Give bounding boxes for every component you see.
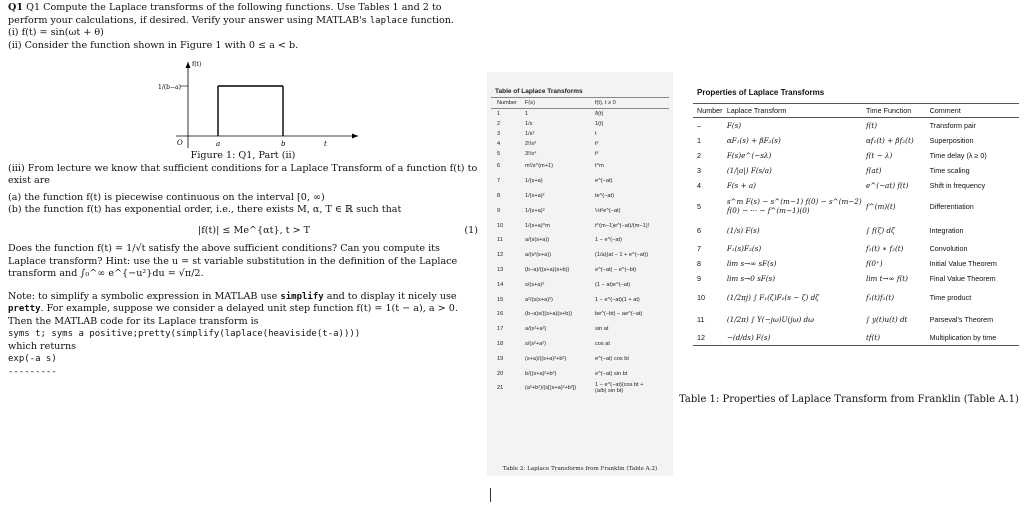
t2-function: t (595, 131, 597, 137)
table-row (491, 292, 669, 307)
t2-function: be^(−bt) − ae^(−at) (595, 311, 643, 318)
t2-number: 10 (497, 222, 504, 229)
item-i: (i) f(t) = sin(ωt + θ) (8, 27, 104, 38)
note-mid: and to display it nicely use (323, 290, 457, 302)
t1-time-function: αf₁(t) + βf₂(t) (865, 136, 914, 145)
t2-number: 2 (497, 121, 501, 127)
note-start: Note: to simplify a symbolic expression in MATLAB use (8, 290, 281, 302)
table-row (491, 277, 669, 292)
table-row (491, 322, 669, 337)
table-row (491, 119, 669, 129)
result-dashes: --------- (8, 366, 57, 377)
table-row (693, 286, 1019, 308)
t2-number: 16 (497, 311, 504, 318)
t2-function: e^(−at) cos bt (595, 355, 629, 362)
t1-number: 4 (697, 181, 701, 190)
table-1-title: Properties of Laplace Transforms (697, 88, 825, 97)
t2-header-f: f(t), t ≥ 0 (595, 100, 616, 106)
t2-function: e^(−at) (595, 178, 613, 185)
table-row (491, 159, 669, 174)
table-row (491, 174, 669, 189)
table-row (693, 118, 1019, 133)
t2-transform: 1/(s+a)² (525, 192, 545, 199)
t2-function: t³ (595, 151, 599, 157)
level-label: 1/(b−a) (158, 84, 181, 91)
t2-number: 9 (497, 207, 501, 214)
t1-number: 9 (697, 274, 701, 283)
table-row (693, 163, 1019, 178)
t2-function: t^m (595, 163, 604, 170)
t2-transform: a/(s(s+a)) (525, 237, 550, 244)
t2-transform: 2!/s³ (525, 141, 536, 147)
t2-header-F: F(s) (525, 100, 535, 106)
t2-number: 18 (497, 340, 504, 347)
t1-transform: (1/s) F(s) (726, 225, 760, 235)
t1-comment: Integration (929, 225, 964, 235)
t2-transform: 1/s² (525, 131, 535, 137)
t1-transform: (1/|a|) F(s/a) (726, 166, 772, 175)
t1-transform: F(s)e^(−sλ) (726, 151, 772, 160)
t2-function: 1(t) (595, 121, 604, 127)
matlab-result: exp(-a s) (8, 354, 57, 364)
condition-b: (b) the function f(t) has exponential order, i.e., there exists M, α, T ∈ ℝ such that (8, 204, 402, 215)
t2-number: 4 (497, 141, 501, 147)
t1-number: 3 (697, 166, 701, 175)
t2-transform: 1/(s+a)^m (525, 222, 550, 229)
t1-transform: (1/2π) ∫ Y(−jω)U(jω) dω (726, 314, 814, 324)
table-row (491, 351, 669, 366)
t2-transform: a²/(s(s+a)²) (525, 296, 553, 303)
table-row (693, 178, 1019, 193)
origin-label: O (177, 139, 183, 147)
t1-number: 2 (697, 151, 701, 160)
table-row (491, 248, 669, 263)
laplace-code: laplace (369, 15, 408, 26)
t1-comment: Time scaling (929, 166, 970, 175)
t1-comment: Convolution (929, 244, 968, 253)
t2-function: (1/a)(at − 1 + e^(−at)) (595, 252, 649, 259)
t1-time-function: e^(−at) f(t) (865, 181, 909, 190)
table-2-caption: Table 2: Laplace Transforms from Franklin (Table A.2) (502, 466, 658, 472)
matlab-note (8, 291, 478, 329)
t2-number: 5 (497, 151, 501, 157)
b-label: b (281, 140, 286, 148)
t2-function: cos at (595, 340, 610, 347)
matlab-code: syms t; syms a positive;pretty(simplify(laplace(heaviside(t-a)))) (8, 329, 361, 339)
table-row (491, 381, 669, 396)
t1-comment: Superposition (929, 136, 974, 145)
t1-time-function: ∫ y(t)u(t) dt (865, 314, 908, 324)
t1-transform: F(s) (726, 121, 742, 130)
table-row (491, 203, 669, 218)
t1-transform: lim s→∞ sF(s) (726, 259, 777, 268)
t2-number: 8 (497, 192, 501, 199)
t2-transform: b/((s+a)²+b²) (525, 370, 557, 377)
t2-number: 11 (497, 237, 503, 244)
t1-transform: F₁(s)F₂(s) (726, 244, 762, 253)
t1-comment: Final Value Theorem (929, 274, 996, 283)
table-row (491, 149, 669, 159)
t2-number: 21 (497, 385, 504, 392)
t2-transform: (a²+b²)/(s[(s+a)²+b²]) (525, 385, 577, 392)
t1-number: 6 (697, 225, 701, 235)
t1-time-function: f(t − λ) (865, 151, 893, 160)
t1-transform: (1/2πj) ∫ F₁(ζ)F₂(s − ζ) dζ (726, 292, 820, 302)
question-document (8, 2, 478, 378)
condition-a: (a) the function f(t) is piecewise continuous on the interval [0, ∞) (8, 191, 325, 203)
text-cursor (490, 488, 491, 502)
table-row (491, 263, 669, 278)
t2-transform: (b−a)/((s+a)(s+b)) (525, 266, 570, 273)
item-iii: (iii) From lecture we know that sufficient conditions for a Laplace Transform of a function f(t) to exist are (8, 162, 478, 186)
table-row (693, 241, 1019, 256)
t1-time-function: ∫ f(ζ) dζ (865, 225, 895, 235)
table-row (693, 193, 1019, 219)
t2-function: sin at (595, 326, 609, 333)
t1-time-function: f^(m)(t) (865, 201, 896, 211)
table-1-body (693, 118, 1019, 346)
table-row (491, 139, 669, 149)
t1-transform: lim s→0 sF(s) (726, 274, 776, 283)
q1-heading-text: Q1 Compute the Laplace transforms of the following functions. Use Tables 1 and 2 to perform your calculations, if desired. Verify your answer using MATLAB's (8, 2, 442, 26)
q1-heading: Q1 Q1 Compute the Laplace transforms of the following functions. Use Tables 1 and 2 to perform your calculations, if desired. Verify your answer using MATLAB's laplace function. (8, 2, 454, 26)
t1-comment: Transform pair (929, 121, 977, 130)
t-label: t (324, 140, 327, 148)
t2-transform: m!/s^(m+1) (525, 163, 553, 170)
table-row (693, 148, 1019, 163)
t1-time-function: tf(t) (865, 333, 880, 342)
table-2-body (487, 109, 673, 396)
table-row (491, 218, 669, 233)
t1-comment: Time delay (λ ≥ 0) (929, 151, 987, 160)
table-row (693, 308, 1019, 330)
table-2-image (487, 72, 673, 476)
t2-function: 1 − e^(−at)(1 + at) (595, 296, 640, 303)
t2-function: ½t²e^(−at) (595, 207, 621, 214)
t1-number: 1 (697, 136, 701, 145)
table-row (693, 271, 1019, 286)
t2-transform: 1 (525, 111, 529, 117)
t1-header-time: Time Function (865, 106, 912, 115)
table-row (693, 256, 1019, 271)
t1-comment: Shift in frequency (929, 181, 986, 190)
t2-header-number: Number (497, 100, 517, 106)
t2-function: t² (595, 141, 599, 147)
t2-transform: (b−a)s/((s+a)(s+b)) (525, 311, 573, 318)
t2-function: δ(t) (595, 111, 604, 117)
t1-comment: Initial Value Theorem (929, 259, 997, 268)
table-1-caption: Table 1: Properties of Laplace Transform from Franklin (Table A.1) (679, 394, 1019, 405)
table-row (693, 219, 1019, 241)
t1-time-function: f(t) (865, 121, 878, 130)
figure-1 (158, 58, 488, 150)
t1-transform: F(s + a) (726, 181, 756, 190)
t2-number: 1 (497, 111, 501, 117)
q1-heading-end: function. (407, 14, 454, 26)
equation-row (8, 225, 478, 238)
t1-comment: Parseval's Theorem (929, 314, 994, 324)
t1-transform: s^m F(s) − s^(m−1) f(0) − s^(m−2) ḟ(0) − ··· − f^(m−1)(0) (726, 197, 862, 215)
t1-time-function: f(0⁺) (865, 259, 883, 268)
table-row (491, 109, 669, 119)
t2-transform: a/(s²(s+a)) (525, 252, 551, 259)
t2-function: e^(−at) − e^(−bt) (595, 266, 637, 273)
t2-number: 3 (497, 131, 501, 137)
table-row (491, 366, 669, 381)
table-1-image (693, 88, 1019, 346)
table-row (491, 129, 669, 139)
table-row (491, 233, 669, 248)
t2-number: 12 (497, 252, 504, 259)
which-returns: which returns (8, 340, 77, 352)
t2-number: 17 (497, 326, 504, 333)
question-text: Does the function f(t) = 1/√t satisfy the above sufficient conditions? Can you compute its Laplace transform? Hint: use the u = st variable substitution in the definition of the Laplace transform and ∫₀^∞ e^{−u²}du = √π/2. (8, 243, 458, 279)
note-pretty: pretty (8, 304, 41, 314)
t1-header-comment: Comment (929, 106, 961, 115)
t1-comment: Time product (929, 292, 972, 302)
t2-transform: a/(s²+a²) (525, 326, 547, 333)
note-end: . For example, suppose we consider a delayed unit step function f(t) = 1(t − a), a > 0. Then the MATLAB code for its Laplace transform is (8, 303, 458, 327)
t2-number: 6 (497, 163, 501, 170)
t1-number: 10 (697, 292, 705, 302)
t1-header-number: Number (697, 106, 723, 115)
t1-number: 5 (697, 201, 701, 211)
table-2-title: Table of Laplace Transforms (495, 88, 583, 95)
a-label: a (216, 140, 221, 148)
t2-function: e^(−at) sin bt (595, 370, 628, 377)
equation: |f(t)| ≤ Me^{αt}, t > T (198, 224, 311, 236)
step-pulse-plot (158, 58, 488, 150)
equation-number: (1) (464, 224, 478, 236)
table-2-header (491, 97, 669, 109)
t1-number: 11 (697, 314, 705, 324)
t1-number: – (697, 121, 701, 130)
t1-comment: Multiplication by time (929, 333, 997, 342)
t2-number: 7 (497, 178, 501, 185)
table-row (491, 189, 669, 204)
t1-number: 7 (697, 244, 701, 253)
t1-header-transform: Laplace Transform (726, 106, 787, 115)
table-row (491, 337, 669, 352)
t1-transform: αF₁(s) + βF₂(s) (726, 136, 781, 145)
t1-time-function: f₁(t) ∗ f₂(t) (865, 244, 904, 253)
t2-transform: (s+a)/((s+a)²+b²) (525, 355, 567, 362)
t2-transform: 1/(s+a)³ (525, 207, 545, 214)
t2-transform: 3!/s⁴ (525, 151, 537, 157)
t1-number: 12 (697, 333, 705, 342)
t2-number: 14 (497, 281, 504, 288)
t1-comment: Differentiation (929, 201, 974, 211)
t2-function: (1 − at)e^(−at) (595, 281, 631, 288)
t2-transform: s/(s²+a²) (525, 340, 546, 347)
t1-time-function: f₁(t)f₂(t) (865, 292, 895, 302)
t2-number: 15 (497, 296, 504, 303)
t2-number: 13 (497, 266, 504, 273)
t1-transform: −(d/ds) F(s) (726, 333, 771, 342)
t2-transform: 1/s (525, 121, 533, 127)
table-row (491, 307, 669, 322)
t1-number: 8 (697, 259, 701, 268)
note-simplify: simplify (280, 291, 324, 302)
table-row (693, 330, 1019, 345)
t1-time-function: lim t→∞ f(t) (865, 274, 908, 283)
t2-function: te^(−at) (595, 192, 614, 199)
t2-transform: 1/(s+a) (525, 178, 543, 185)
t2-number: 20 (497, 370, 504, 377)
t2-function: t^(m−1)e^(−at)/(m−1)! (595, 222, 650, 229)
item-ii: (ii) Consider the function shown in Figure 1 with 0 ≤ a < b. (8, 39, 299, 51)
table-row (693, 133, 1019, 148)
t2-transform: s/(s+a)² (525, 281, 545, 288)
y-axis-label: f(t) (192, 61, 202, 68)
t2-function: 1 − e^(−at) (595, 237, 622, 244)
table-1-header (693, 103, 1019, 118)
t1-time-function: f(at) (865, 166, 882, 175)
figure-caption: Figure 1: Q1, Part (ii) (190, 150, 296, 161)
t2-number: 19 (497, 355, 504, 362)
t2-function: 1 − e^(−at)(cos bt + (a/b) sin bt) (595, 382, 644, 395)
